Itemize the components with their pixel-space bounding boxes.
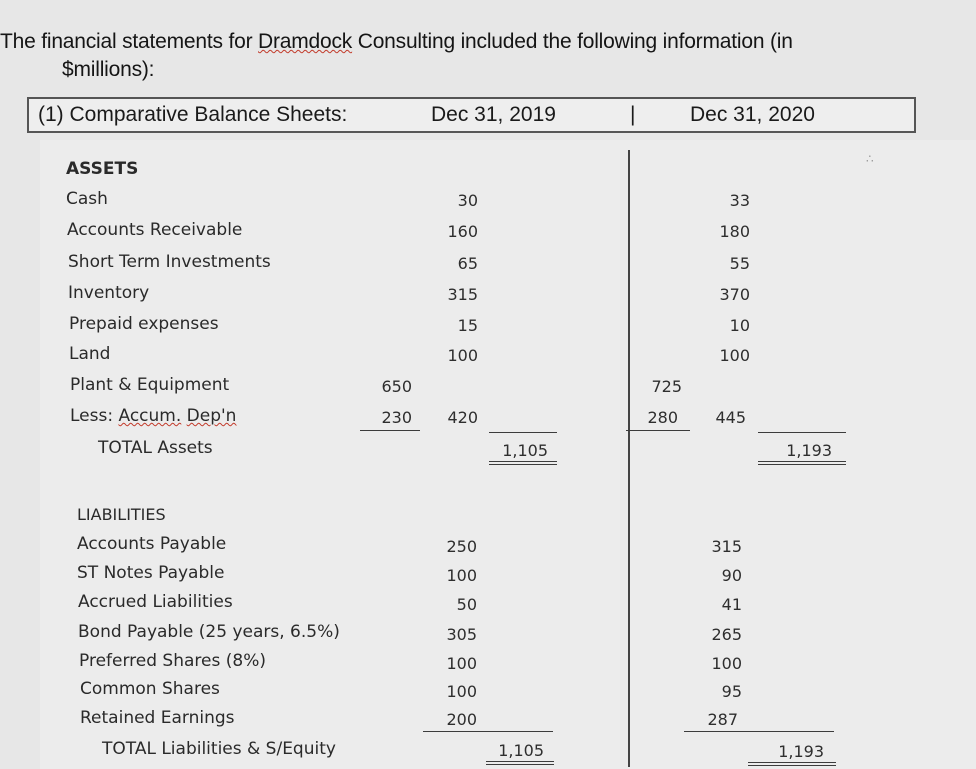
accum-dep-net-2019: 420 (447, 408, 478, 427)
pref-2019: 100 (446, 654, 477, 673)
double-underline-liab-2020 (748, 762, 836, 766)
common-2020: 95 (721, 682, 742, 701)
accrued-label: Accrued Liabilities (78, 592, 233, 612)
bond-2020: 265 (711, 625, 742, 644)
header-title: (1) Comparative Balance Sheets: (38, 103, 348, 126)
land-2019: 100 (447, 346, 478, 365)
inventory-label: Inventory (68, 283, 150, 303)
header-col-2020: Dec 31, 2020 (690, 103, 815, 126)
ar-2019: 160 (447, 222, 478, 241)
prepaid-2020: 10 (729, 316, 750, 335)
accum-dep-net-2020: 445 (715, 408, 746, 427)
underline-liab-2019 (423, 731, 553, 732)
accum-dep-word-b: Dep'n (186, 406, 237, 426)
total-liab-2020: 1,193 (778, 742, 824, 761)
sti-label: Short Term Investments (68, 252, 271, 272)
pencil-mark-icon: ∴ (866, 152, 874, 166)
intro-line-1 (0, 30, 793, 54)
accum-dep-label (70, 406, 236, 426)
inventory-2019: 315 (447, 285, 478, 304)
land-label: Land (69, 344, 111, 364)
bond-label: Bond Payable (25 years, 6.5%) (78, 622, 340, 642)
assets-heading: ASSETS (66, 159, 139, 179)
ar-2020: 180 (719, 222, 750, 241)
common-label: Common Shares (80, 679, 220, 699)
intro-line-2: $millions): (62, 58, 155, 81)
accum-dep-word-a: Accum. (118, 406, 182, 426)
underline-net-2019 (489, 432, 557, 433)
double-underline-liab-2019 (486, 761, 554, 765)
total-assets-2020: 1,193 (786, 441, 832, 460)
stn-2019: 100 (446, 566, 477, 585)
re-2019: 200 (446, 710, 477, 729)
intro-text-a: The financial statements for (0, 30, 258, 53)
cash-2020: 33 (729, 191, 750, 210)
bond-2019: 305 (446, 625, 477, 644)
pe-gross-2020: 725 (651, 377, 682, 396)
land-2020: 100 (719, 346, 750, 365)
underline-net-2020 (758, 432, 846, 433)
prepaid-label: Prepaid expenses (69, 314, 219, 334)
accrued-2019: 50 (456, 595, 477, 614)
underline-liab-2020 (684, 731, 834, 732)
sti-2019: 65 (457, 254, 478, 273)
pe-gross-2019: 650 (381, 377, 412, 396)
re-label: Retained Earnings (80, 708, 235, 728)
prepaid-2019: 15 (457, 316, 478, 335)
accum-dep-gross-2020: 280 (647, 408, 678, 427)
underline-accum-2020 (626, 430, 690, 431)
accrued-2020: 41 (721, 595, 742, 614)
double-underline-2019 (489, 461, 557, 465)
total-liab-2019: 1,105 (498, 741, 544, 760)
accum-dep-gross-2019: 230 (381, 408, 412, 427)
common-2019: 100 (446, 682, 477, 701)
stn-2020: 90 (721, 566, 742, 585)
stn-label: ST Notes Payable (77, 563, 225, 583)
ar-label: Accounts Receivable (67, 220, 243, 240)
column-divider (628, 150, 630, 767)
total-assets-2019: 1,105 (502, 441, 548, 460)
underline-accum-2019 (360, 430, 420, 431)
inventory-2020: 370 (719, 285, 750, 304)
cash-2019: 30 (457, 191, 478, 210)
ap-label: Accounts Payable (77, 534, 227, 554)
total-assets-label: TOTAL Assets (98, 438, 213, 458)
cash-label: Cash (66, 189, 108, 209)
accum-dep-prefix: Less: (70, 406, 119, 426)
pe-label: Plant & Equipment (70, 375, 230, 395)
pref-2020: 100 (711, 654, 742, 673)
liabilities-heading: LIABILITIES (77, 505, 166, 524)
intro-text-b: Consulting included the following information (in (352, 30, 793, 53)
total-liab-label: TOTAL Liabilities & S/Equity (102, 739, 336, 759)
ap-2019: 250 (446, 537, 477, 556)
double-underline-2020 (758, 461, 846, 465)
pref-label: Preferred Shares (8%) (79, 651, 266, 671)
header-separator: | (630, 103, 636, 126)
re-2020: 287 (707, 710, 738, 729)
header-col-2019: Dec 31, 2019 (431, 103, 556, 126)
ap-2020: 315 (711, 537, 742, 556)
company-name: Dramdock (258, 30, 353, 53)
sti-2020: 55 (729, 254, 750, 273)
